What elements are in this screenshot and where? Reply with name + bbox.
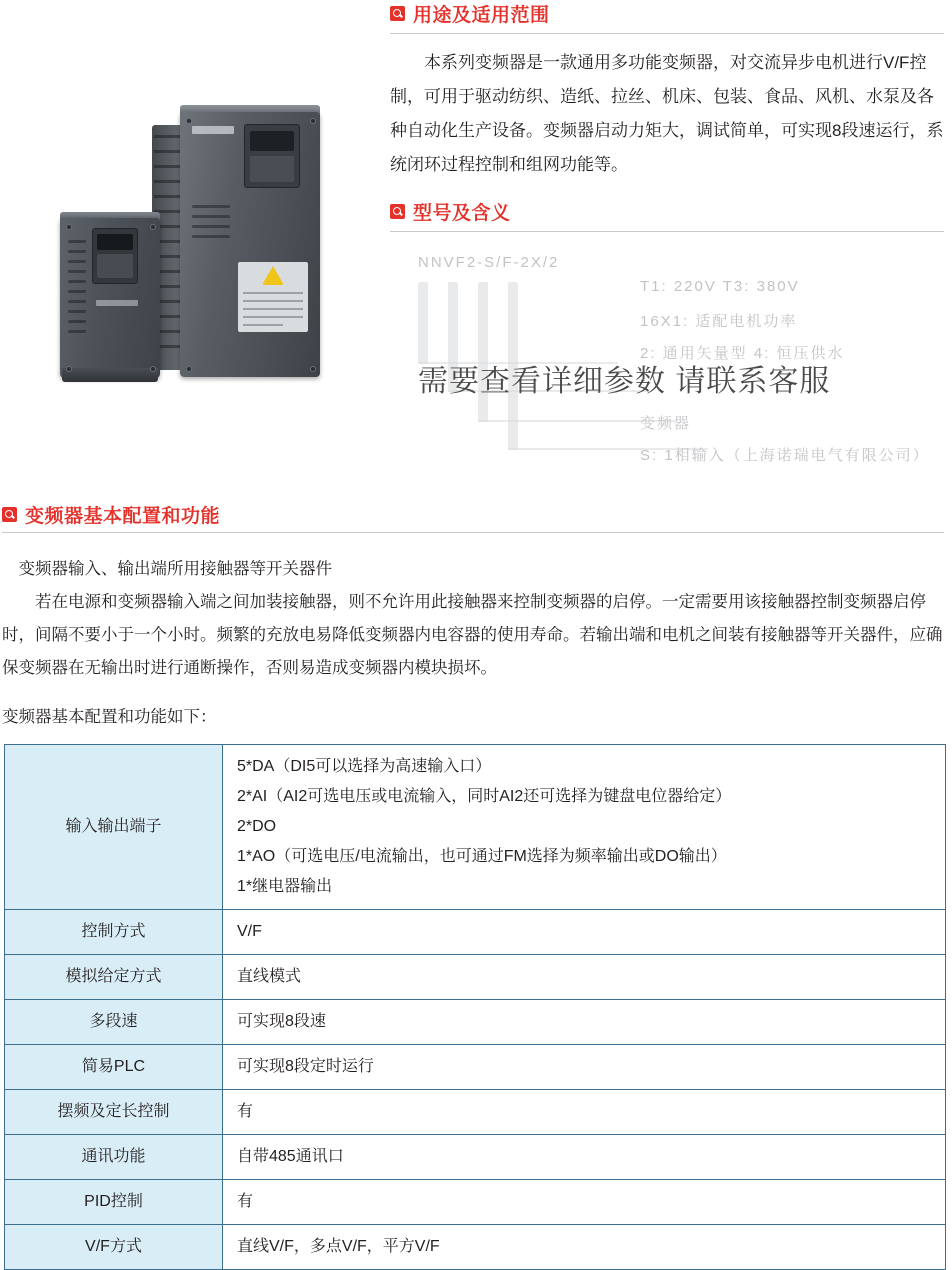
search-icon <box>390 6 405 21</box>
row-label: 通讯功能 <box>5 1135 223 1180</box>
config-section <box>0 501 952 1270</box>
table-row <box>5 745 946 910</box>
drive-small-display <box>97 234 133 250</box>
table-row <box>5 1000 946 1045</box>
row-label: 多段速 <box>5 1000 223 1045</box>
row-value: V/F <box>223 910 946 955</box>
drive-display-screen <box>250 131 294 151</box>
right-column <box>390 0 952 479</box>
row-label: V/F方式 <box>5 1225 223 1270</box>
model-section-title: 型号及含义 <box>413 203 511 224</box>
row-value: 可实现8段定时运行 <box>223 1045 946 1090</box>
config-section-title: 变频器基本配置和功能 <box>25 506 221 527</box>
model-note-type: 2: 通用矢量型 4: 恒压供水 <box>640 345 845 362</box>
table-row <box>5 955 946 1000</box>
search-icon <box>2 507 17 522</box>
config-section-header <box>2 501 944 532</box>
row-label: 简易PLC <box>5 1045 223 1090</box>
row-label: 输入输出端子 <box>5 745 223 910</box>
model-note-voltage: T1: 220V T3: 380V <box>640 278 800 295</box>
row-value: 直线模式 <box>223 955 946 1000</box>
row-value-line: 2*AI（AI2可选电压或电流输入，同时AI2还可选择为键盘电位器给定） <box>237 788 732 805</box>
table-row <box>5 910 946 955</box>
table-row <box>5 1180 946 1225</box>
table-row <box>5 1135 946 1180</box>
model-code-label: NNVF2-S/F-2X/2 <box>418 254 560 271</box>
model-note-power: 16X1: 适配电机功率 <box>640 313 798 330</box>
config-divider <box>2 532 944 533</box>
row-label: 模拟给定方式 <box>5 955 223 1000</box>
product-photo <box>0 0 390 470</box>
drive-small-buttons <box>97 254 133 278</box>
table-row <box>5 1045 946 1090</box>
row-label: 控制方式 <box>5 910 223 955</box>
model-note-device: 变频器 <box>640 415 692 432</box>
model-note-company: S: 1相输入（上海诺瑞电气有限公司） <box>640 447 930 464</box>
drive-keypad-buttons <box>250 156 294 182</box>
row-value-line: 1*继电器输出 <box>237 878 333 895</box>
contact-service-overlay: 需要查看详细参数 请联系客服 <box>418 365 831 398</box>
table-row <box>5 1225 946 1270</box>
usage-section-header <box>390 0 944 33</box>
row-value-line: 1*AO（可选电压/电流输出，也可通过FM选择为频率输出或DO输出） <box>237 848 727 865</box>
spec-table <box>4 744 946 1270</box>
warning-triangle-icon <box>262 266 284 285</box>
usage-section-title: 用途及适用范围 <box>413 5 550 26</box>
row-value: 直线V/F，多点V/F，平方V/F <box>223 1225 946 1270</box>
config-lead-line: 变频器基本配置和功能如下： <box>2 708 217 726</box>
usage-divider <box>390 33 944 34</box>
model-divider <box>390 231 944 232</box>
drive-brand-label <box>192 126 234 134</box>
row-value-line: 5*DA（DI5可以选择为高速输入口） <box>237 758 492 775</box>
row-value: 可实现8段速 <box>223 1000 946 1045</box>
model-diagram <box>390 244 944 479</box>
row-value <box>223 745 946 910</box>
row-value: 有 <box>223 1090 946 1135</box>
row-value-line: 2*DO <box>237 818 277 835</box>
config-paragraph-2: 若在电源和变频器输入端之间加装接触器，则不允许用此接触器来控制变频器的启停。一定需要用该接触器控制变频器启停时，间隔不要小于一个小时。频繁的充放电易降低变频器内电容器的使用寿命。若输出端和电机之间装有接触器等开关器件，应确保变频器在无输出时进行通断操作，否则易造成变频器内模块损坏。 <box>2 593 943 677</box>
search-icon <box>390 204 405 219</box>
drive-small-bottom <box>62 368 158 382</box>
top-section <box>0 0 952 479</box>
usage-paragraph: 本系列变频器是一款通用多功能变频器，对交流异步电机进行V/F控制，可用于驱动纺织、造纸、拉丝、机床、包装、食品、风机、水泵及各种自动化生产设备。变频器启动力矩大，调试简单，可实现8段速运行，系统闭环过程控制和组网功能等。 <box>390 53 944 174</box>
model-section-header <box>390 198 944 231</box>
table-row <box>5 1090 946 1135</box>
row-value: 有 <box>223 1180 946 1225</box>
row-label: PID控制 <box>5 1180 223 1225</box>
row-label: 摆频及定长控制 <box>5 1090 223 1135</box>
config-paragraph-1: 变频器输入、输出端所用接触器等开关器件 <box>18 560 332 578</box>
drive-small-brand-label <box>96 300 138 306</box>
row-value: 自带485通讯口 <box>223 1135 946 1180</box>
